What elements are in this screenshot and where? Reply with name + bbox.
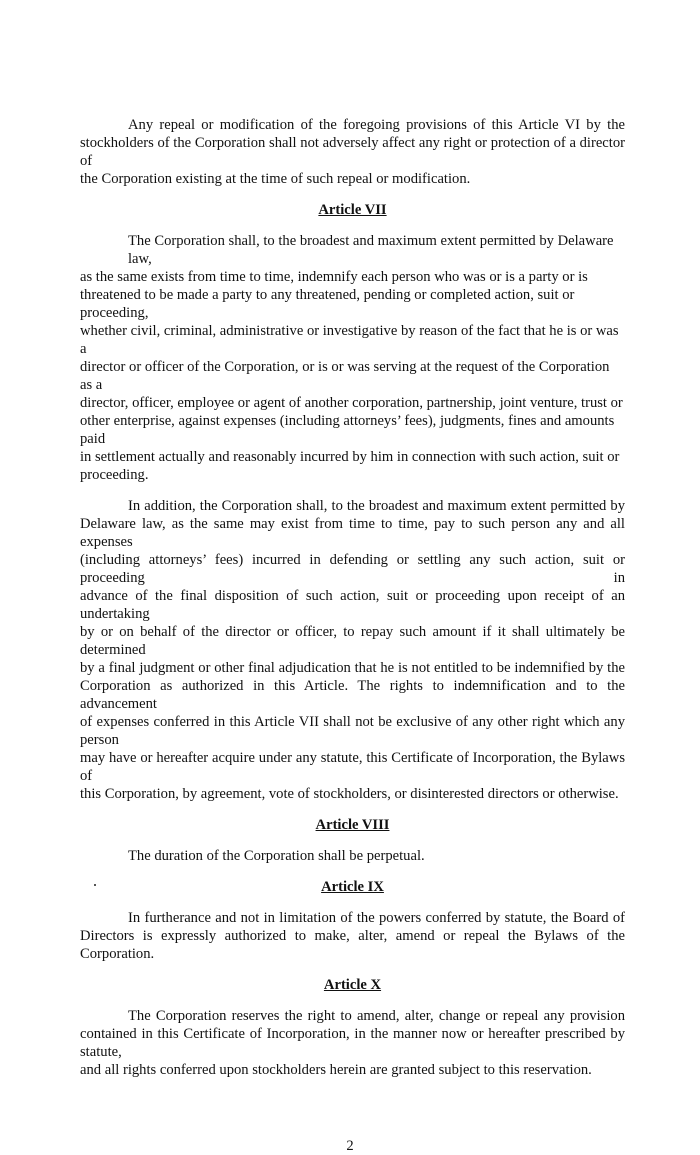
text-line: contained in this Certificate of Incorporation, in the manner now or hereafter prescribed by statute, [80, 1026, 625, 1060]
heading-article-x [80, 976, 625, 994]
text-line: The duration of the Corporation shall be perpetual. [128, 848, 425, 864]
paragraph-bylaws [80, 909, 625, 963]
text-line: Delaware law, as the same may exist from time to time, pay to such person any and all expenses [80, 516, 625, 550]
scan-speck [94, 884, 96, 886]
text-line: In addition, the Corporation shall, to the broadest and maximum extent permitted by [128, 498, 625, 514]
text-line: Corporation as authorized in this Article. The rights to indemnification and to the advancement [80, 678, 625, 712]
heading-text: Article VII [318, 202, 387, 218]
text-line: and all rights conferred upon stockholders herein are granted subject to this reservation. [80, 1062, 592, 1078]
text-line: by a final judgment or other final adjudication that he is not entitled to be indemnified by the [80, 660, 625, 676]
paragraph-article-vi-repeal [80, 116, 625, 188]
heading-text: Article VIII [315, 817, 390, 833]
text-line: this Corporation, by agreement, vote of stockholders, or disinterested directors or otherwise. [80, 786, 619, 802]
text-line: whether civil, criminal, administrative or investigative by reason of the fact that he is or was a [80, 323, 619, 357]
paragraph-advancement-expenses [80, 497, 625, 803]
text-line: The Corporation shall, to the broadest and maximum extent permitted by Delaware law, [128, 233, 614, 267]
text-line: (including attorneys’ fees) incurred in defending or settling any such action, suit or proceeding in [80, 552, 625, 586]
text-line: as the same exists from time to time, indemnify each person who was or is a party or is [80, 269, 588, 285]
paragraph-indemnification [80, 232, 625, 484]
page-number: 2 [346, 1138, 354, 1154]
text-line: the Corporation existing at the time of such repeal or modification. [80, 171, 471, 187]
text-line: in settlement actually and reasonably incurred by him in connection with such action, suit or [80, 449, 620, 465]
text-line: by or on behalf of the director or officer, to repay such amount if it shall ultimately be determined [80, 624, 625, 658]
paragraph-amendment-reservation [80, 1007, 625, 1079]
heading-article-ix [80, 878, 625, 896]
heading-article-vii [80, 201, 625, 219]
heading-text: Article IX [321, 879, 384, 895]
paragraph-duration [80, 847, 625, 865]
text-line: proceeding. [80, 467, 149, 483]
text-line: threatened to be made a party to any threatened, pending or completed action, suit or proceeding, [80, 287, 575, 321]
text-line: Any repeal or modification of the foregoing provisions of this Article VI by the [128, 117, 625, 133]
text-line: other enterprise, against expenses (including attorneys’ fees), judgments, fines and amounts paid [80, 413, 615, 447]
text-line: The Corporation reserves the right to amend, alter, change or repeal any provision [128, 1008, 625, 1024]
text-line: director or officer of the Corporation, or is or was serving at the request of the Corporation as a [80, 359, 610, 393]
document-page [80, 0, 625, 1155]
text-line: of expenses conferred in this Article VII shall not be exclusive of any other right which any person [80, 714, 625, 748]
text-line: stockholders of the Corporation shall not adversely affect any right or protection of a director of [80, 135, 625, 169]
text-line: advance of the final disposition of such action, suit or proceeding upon receipt of an undertaking [80, 588, 625, 622]
heading-text: Article X [323, 977, 382, 993]
text-line: Directors is expressly authorized to make, alter, amend or repeal the Bylaws of the Corporation. [80, 928, 625, 962]
text-line: In furtherance and not in limitation of the powers conferred by statute, the Board of [128, 910, 625, 926]
paragraph-gap [80, 484, 625, 497]
heading-article-viii [80, 816, 625, 834]
text-line: may have or hereafter acquire under any statute, this Certificate of Incorporation, the Bylaws of [80, 750, 625, 784]
text-line: director, officer, employee or agent of another corporation, partnership, joint venture, trust or [80, 395, 623, 411]
